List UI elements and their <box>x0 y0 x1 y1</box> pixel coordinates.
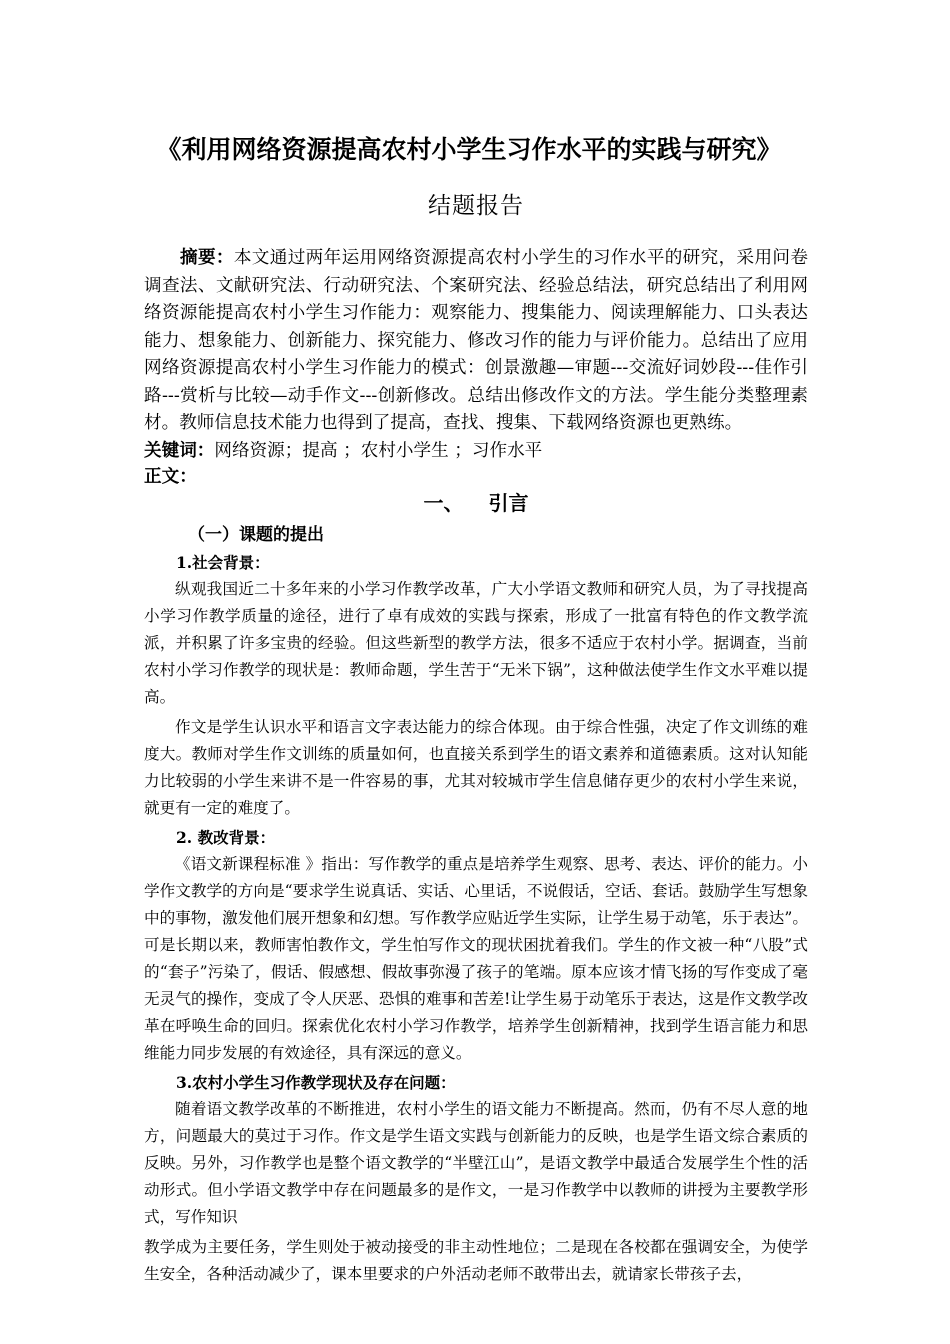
keywords-label: 关键词： <box>144 439 215 461</box>
paragraph-social-background-2: 作文是学生认识水平和语言文字表达能力的综合体现。由于综合性强，决定了作文训练的难度大。教师对学生作文训练的质量如何，也直接关系到学生的语文素养和道德素质。这对认知能力比较弱的小学生来讲不是一件容易的事，尤其对较城市学生信息储存更少的农村小学生来说，就更有一定的难度了。 <box>144 717 808 817</box>
paragraph-current-problems-2: 教学成为主要任务，学生则处于被动接受的非主动性地位；二是现在各校都在强调安全，为使学生安全，各种活动减少了，课本里要求的户外活动老师不敢带出去，就请家长带孩子去， <box>144 1237 808 1283</box>
paragraph-reform-background: 《语文新课程标准 》指出：写作教学的重点是培养学生观察、思考、表达、评价的能力。小学作文教学的方向是“要求学生说真话、实话、心里话，不说假话，空话、套话。鼓励学生写想象中的事物，激发他们展开想象和幻想。写作教学应贴近学生实际，让学生易于动笔，乐于表达”。可是长期以来，教师害怕教作文，学生怕写作文的现状困扰着我们。学生的作文被一种“八股”式的“套子”污染了，假话、假感想、假故事弥漫了孩子的笔端。原本应该才情飞扬的写作变成了毫无灵气的操作，变成了令人厌恶、恐惧的难事和苦差!让学生易于动笔乐于表达，这是作文教学改革在呼唤生命的回归。探索优化农村小学习作教学，培养学生创新精神，找到学生语言能力和思维能力同步发展的有效途径，具有深远的意义。 <box>144 854 808 1062</box>
abstract-label: 摘要： <box>180 247 234 268</box>
keywords-text: 网络资源；提高 ；农村小学生 ；习作水平 <box>214 440 543 461</box>
point-heading-social-background: 1.社会背景： <box>176 552 270 572</box>
point-heading-reform-background: 2. 教改背景： <box>176 827 276 847</box>
keywords-line <box>144 438 808 464</box>
paragraph-current-problems-1: 随着语文教学改革的不断推进，农村小学生的语文能力不断提高。然而，仍有不尽人意的地方，问题最大的莫过于习作。作文是学生语文实践与创新能力的反映，也是学生语文综合素质的反映。另外，习作教学也是整个语文教学的“半壁江山”，是语文教学中最适合发展学生个性的活动形式。但小学语文教学中存在问题最多的是作文，一是习作教学中以教师的讲授为主要教学形式，写作知识 <box>144 1099 808 1226</box>
document-page <box>144 120 808 1288</box>
subsection-heading-topic: （一）课题的提出 <box>188 524 324 545</box>
point-heading-current-problems: 3.农村小学生习作教学现状及存在问题： <box>176 1072 456 1092</box>
abstract-paragraph <box>144 244 808 438</box>
document-subtitle: 结题报告 <box>428 193 524 219</box>
document-title: 《利用网络资源提高农村小学生习作水平的实践与研究》 <box>156 135 782 164</box>
abstract-text: 本文通过两年运用网络资源提高农村小学生的习作水平的研究，采用问卷调查法、文献研究法、行动研究法、个案研究法、经验总结法，研究总结出了利用网络资源能提高农村小学生习作能力：观察能力、搜集能力、阅读理解能力、口头表达能力、想象能力、创新能力、探究能力、修改习作的能力与评价能力。总结出了应用网络资源提高农村小学生习作能力的模式：创景激趣—审题---交流好词妙段---佳作引路---赏析与比较—动手作文---创新修改。总结出修改作文的方法。学生能分类整理素材。教师信息技术能力也得到了提高，查找、搜集、下载网络资源也更熟练。 <box>144 248 808 433</box>
body-label: 正文： <box>144 465 197 487</box>
paragraph-social-background-1: 纵观我国近二十多年来的小学习作教学改革，广大小学语文教师和研究人员，为了寻找提高小学习作教学质量的途径，进行了卓有成效的实践与探索，形成了一批富有特色的作文教学流派，并积累了许多宝贵的经验。但这些新型的教学方法，很多不适应于农村小学。据调查，当前农村小学习作教学的现状是：教师命题，学生苦于“无米下锅”，这种做法使学生作文水平难以提高。 <box>144 579 808 706</box>
section-heading-introduction: 一、 引言 <box>423 490 529 515</box>
